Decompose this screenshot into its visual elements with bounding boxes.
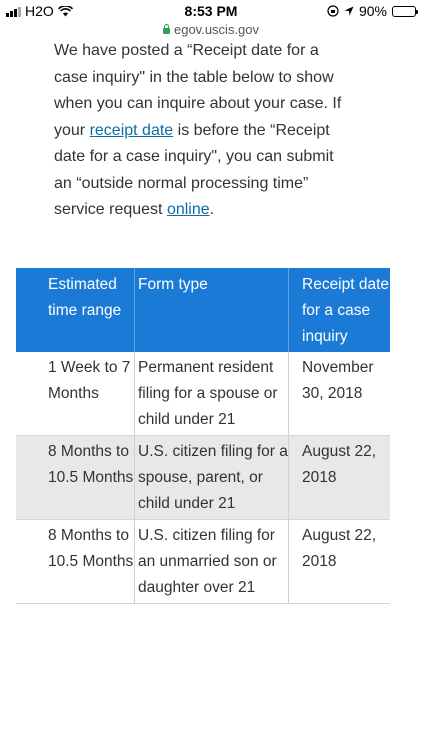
cell-time-range: 8 Months to 10.5 Months [16,520,135,604]
cell-form-type: Permanent resident filing for a spouse or child under 21 [135,352,289,436]
status-bar [0,0,422,22]
intro-paragraph [54,38,354,224]
battery-percent: 90% [358,3,387,19]
status-time: 8:53 PM [184,3,238,19]
receipt-date-link[interactable]: receipt date [89,121,174,139]
case-inquiry-table [16,268,390,604]
cell-receipt-date: November 30, 2018 [289,352,391,436]
intro-text-1: We have posted a “Receipt date for a case inquiry" in the table below to show when you can inquire about your case. If your [54,42,342,139]
intro-text-2: is before the “Receipt date for a case inquiry", you can submit an “outside normal processing time” service request [54,121,334,218]
intro-text-end: . [209,201,215,218]
cell-form-type: U.S. citizen filing for a spouse, parent, or child under 21 [135,436,289,520]
table-row [16,436,390,520]
cell-time-range: 8 Months to 10.5 Months [16,436,135,520]
orientation-lock-icon [327,5,339,17]
carrier-name: H2O [25,3,54,19]
header-form-type: Form type [135,268,289,352]
url-text: egov.uscis.gov [173,22,260,37]
cell-receipt-date: August 22, 2018 [289,436,391,520]
online-link[interactable]: online [166,201,210,218]
status-right [327,3,416,19]
header-receipt-date: Receipt date for a case inquiry [289,268,391,352]
table-row [16,352,390,436]
cell-receipt-date: August 22, 2018 [289,520,391,604]
table-row [16,520,390,604]
location-icon [344,6,354,16]
lock-icon [163,28,170,34]
table-header-row [16,268,390,352]
processing-times-table [16,268,390,604]
battery-icon [392,6,416,17]
cell-form-type: U.S. citizen filing for an unmarried son or daughter over 21 [135,520,289,604]
header-estimated-time: Estimated time range [16,268,135,352]
cell-time-range: 1 Week to 7 Months [16,352,135,436]
